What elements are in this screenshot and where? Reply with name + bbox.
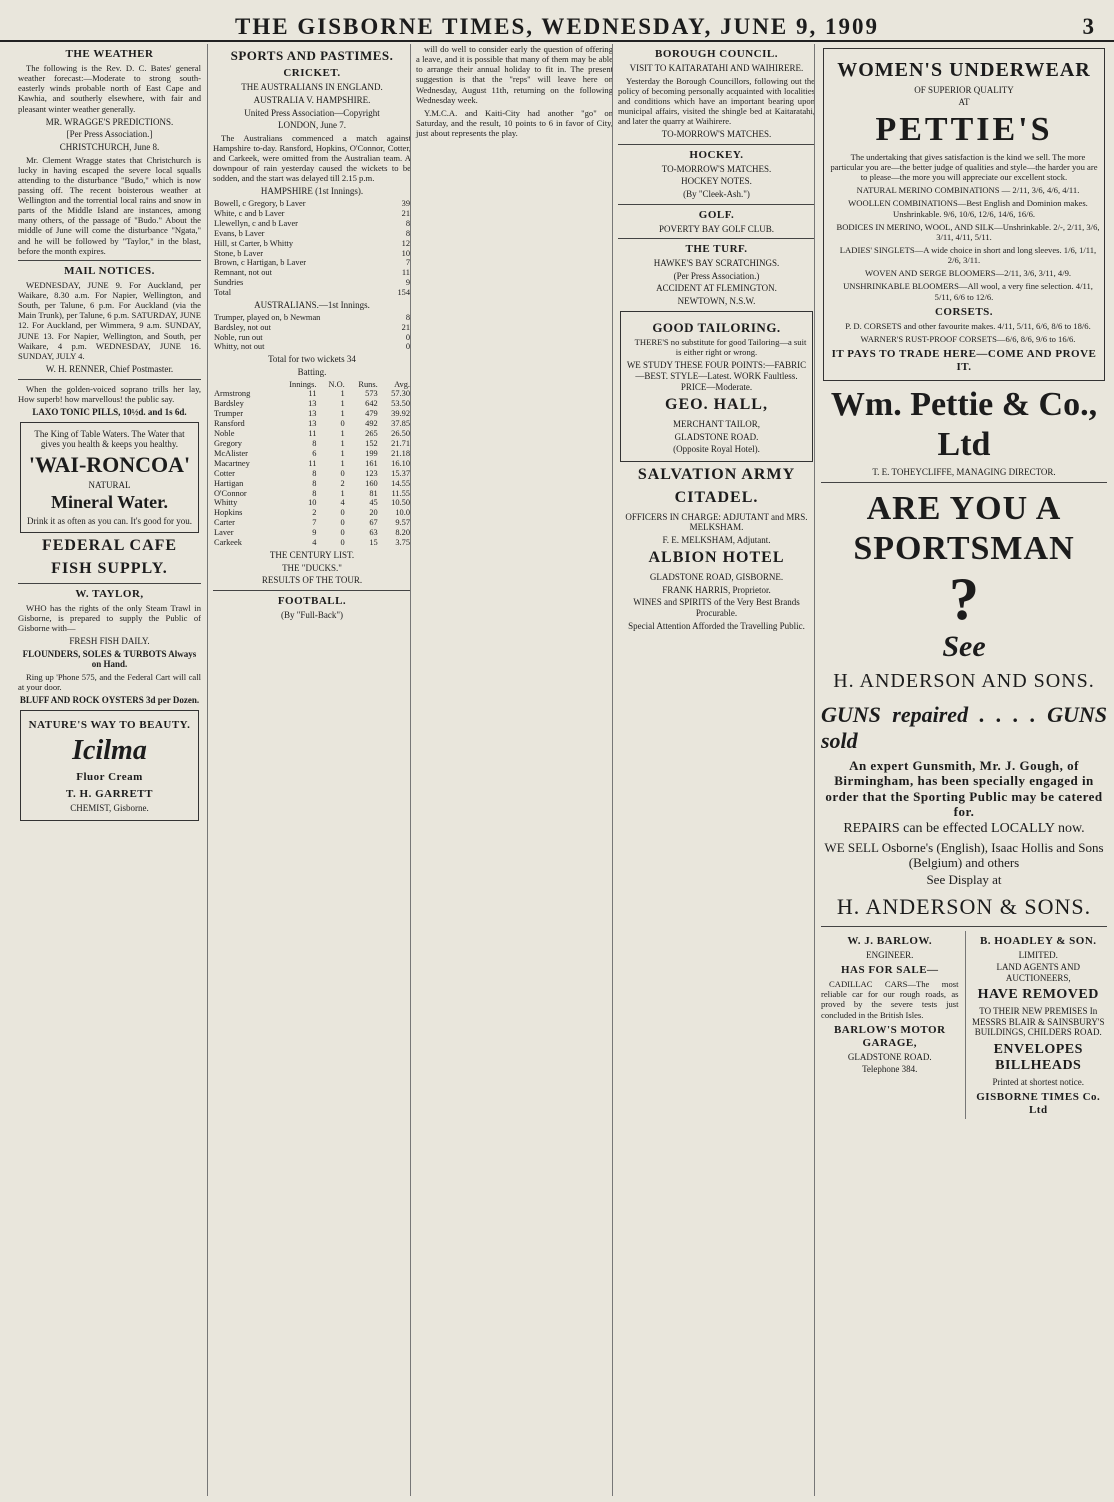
telephone: Telephone 384. <box>862 1064 918 1075</box>
guns-repaired: GUNS repaired . . . . GUNS sold <box>821 701 1107 753</box>
total-value: 154 <box>397 288 410 298</box>
hockey-heading: HOCKEY. <box>689 148 744 161</box>
cadillac: CADILLAC CARS—The most reliable car for our rough roads, as proved by the severe tests just concluded in the British Isles. <box>821 979 959 1020</box>
average-row <box>213 479 411 489</box>
drink-text: Drink it as often as you can. It's good for you. <box>26 515 193 526</box>
table-cell: 16.10 <box>391 458 410 468</box>
new-premises: TO THEIR NEW PREMISES In MESSRS BLAIR & SAINSBURY'S BUILDINGS, CHILDERS ROAD. <box>972 1005 1105 1038</box>
table-waters: The King of Table Waters. The Water that gives you health & keeps you healthy. <box>34 428 185 450</box>
table-cell: 152 <box>365 439 378 448</box>
divider <box>618 204 815 205</box>
table-cell: 0 <box>340 468 345 478</box>
ducks-heading: THE "DUCKS." <box>282 562 342 573</box>
football-byline: (By "Full-Back") <box>280 609 344 620</box>
masthead <box>0 14 1114 42</box>
table-cell: 3.75 <box>395 538 410 548</box>
fluor-cream: Fluor Cream <box>76 770 143 783</box>
table-cell: 37.85 <box>391 419 410 429</box>
table-cell: 12 <box>401 238 410 248</box>
warners: WARNER'S RUST-PROOF CORSETS—6/6, 8/6, 9/6 to 16/6. <box>860 333 1076 344</box>
table-cell: Noble, run out <box>214 332 263 342</box>
average-row <box>213 469 411 479</box>
weather-heading: THE WEATHER <box>65 48 154 60</box>
table-cell: Bardsley <box>214 399 244 409</box>
divider <box>213 590 411 591</box>
table-cell: 10.0 <box>395 508 410 518</box>
table-cell: Sundries <box>214 278 244 288</box>
tailoring-ad <box>620 311 813 462</box>
column-5 <box>814 44 1107 1496</box>
batting-averages <box>213 380 411 548</box>
bottom-ads <box>821 931 1107 1120</box>
petties-item: WOOLLEN COMBINATIONS—Best English and Dominion makes. Unshrinkable. 9/6, 10/6, 12/6, 14/6, 16/6. <box>848 198 1088 219</box>
petties-logo: PETTIE'S <box>875 110 1053 148</box>
table-cell: 1 <box>340 448 345 458</box>
petties-item: BODICES IN MERINO, WOOL, AND SILK—Unshrinkable. 2/-, 2/11, 3/6, 3/11, 4/11, 5/11. <box>836 221 1100 242</box>
hampshire-scorecard <box>213 199 411 288</box>
average-row <box>213 498 411 508</box>
printed: Printed at shortest notice. <box>992 1076 1084 1087</box>
mail-heading: MAIL NOTICES. <box>64 264 155 277</box>
table-cell: 8 <box>405 228 410 238</box>
table-cell: 265 <box>365 429 378 439</box>
table-cell: 161 <box>365 458 378 468</box>
barlow-ad <box>821 931 959 1120</box>
wragge-dateline: CHRISTCHURCH, June 8. <box>59 141 160 152</box>
table-cell: 9.57 <box>395 518 410 528</box>
petties-ad <box>823 48 1105 381</box>
albion-hotel: ALBION HOTEL <box>648 549 785 567</box>
garage-road: GLADSTONE ROAD. <box>847 1051 932 1062</box>
table-cell: 1 <box>340 389 345 399</box>
average-row <box>213 459 411 469</box>
total-label: Total <box>214 288 232 298</box>
table-cell: Whitty <box>214 498 238 508</box>
weather-text: The following is the Rev. D. C. Bates' general weather forecast:—Moderate to strong south-easterly winds probable north of East Cape and Kawhia, and southerly elsewhere, with fair and pleasant winter weather generally. <box>18 62 201 114</box>
tailoring-text: THERE'S no substitute for good Tailoring—a suit is either right or wrong. <box>634 337 807 358</box>
per-press: (Per Press Association.) <box>673 270 760 281</box>
table-cell: 0 <box>340 528 345 538</box>
table-cell: 199 <box>365 448 378 458</box>
table-cell: 0 <box>340 508 345 518</box>
australians-heading: AUSTRALIANS.—1st Innings. <box>254 300 370 311</box>
hoadley-ad <box>965 931 1108 1120</box>
table-cell: Hopkins <box>214 508 243 518</box>
match-vs: AUSTRALIA V. HAMPSHIRE. <box>253 94 371 105</box>
have-removed: HAVE REMOVED <box>977 987 1099 1003</box>
taylor-text: WHO has the rights of the only Steam Trawl in Gisborne, is prepared to supply the Public of Gisborne with— <box>18 602 201 634</box>
table-cell: 13 <box>308 399 317 409</box>
table-cell: Stone, b Laver <box>214 248 264 258</box>
poverty-bay: POVERTY BAY GOLF CLUB. <box>659 223 774 234</box>
special-attention: Special Attention Afforded the Travelling Public. <box>628 620 805 631</box>
geo-hall: GEO. HALL, <box>665 396 768 414</box>
hampshire-row <box>213 268 411 278</box>
see-display: See Display at <box>926 872 1002 888</box>
borough-heading: BOROUGH COUNCIL. <box>655 48 778 60</box>
table-cell: 21 <box>401 322 410 332</box>
table-cell: 45 <box>369 498 378 508</box>
tomorrow-heading: TO-MORROW'S MATCHES. <box>661 129 772 140</box>
table-cell: 7 <box>405 258 410 268</box>
pays-to-trade: IT PAYS TO TRADE HERE—COME AND PROVE IT. <box>831 348 1097 373</box>
table-cell: 8 <box>405 218 410 228</box>
table-cell: O'Connor <box>214 488 247 498</box>
football-text: will do well to consider early the question of offering a leave, and it is possible that many of them may be able to arrange their annual holiday to fit in. The present suggestion is that the "reps" will leave here on Wednesday, August 11th, returning on the following Wednesday week. <box>416 44 613 105</box>
table-cell: 642 <box>365 399 378 409</box>
table-cell: 1 <box>340 409 345 419</box>
wm-pettie: Wm. Pettie & Co., Ltd <box>830 385 1098 464</box>
century-heading: THE CENTURY LIST. <box>269 549 355 560</box>
table-cell: 15 <box>369 538 378 548</box>
verse: When the golden-voiced soprano trills her lay, How superb! how marvellous! the public say. <box>18 383 201 404</box>
study-points: WE STUDY THESE FOUR POINTS:—FABRIC—BEST. STYLE—Latest. WORK Faultless. PRICE—Moderate. <box>626 360 807 392</box>
average-row <box>213 528 411 538</box>
laxo-ad: LAXO TONIC PILLS, 10½d. and 1s 6d. <box>32 406 187 417</box>
table-cell: Carter <box>214 518 235 528</box>
table-cell: 11 <box>308 458 317 468</box>
hampshire-row <box>213 229 411 239</box>
table-cell: 10 <box>308 498 317 508</box>
table-cell: 11 <box>401 268 410 278</box>
albion-road: GLADSTONE ROAD, GISBORNE. <box>649 572 784 583</box>
table-cell: 9 <box>405 278 410 288</box>
average-row <box>213 508 411 518</box>
table-cell: Hill, st Carter, b Whitty <box>214 238 294 248</box>
table-cell: Cotter <box>214 468 235 478</box>
table-cell: Whitty, not out <box>214 342 265 352</box>
football-heading: FOOTBALL. <box>277 594 347 607</box>
natures-way: NATURE'S WAY TO BEAUTY. <box>28 718 191 731</box>
column-2 <box>207 44 411 1496</box>
wragge-text: Mr. Clement Wragge states that Christchurch is lucky in having escaped the severe local squalls attending to the disturbance "Budo," which is now passing off. The recent boisterous weather at Wellington and the torrential local rains and snow in parts of the Middle Island are instances, among many others, of the passage of "Budo." About the middle of June will come the disturbance "Ngata," and he will be followed by "Taylor," in the blast, before the month expires. <box>18 154 201 256</box>
average-row <box>213 389 411 399</box>
table-cell: 14.55 <box>391 478 410 488</box>
australians-row <box>213 342 411 352</box>
hoadley: B. HOADLEY & SON. <box>979 934 1097 947</box>
table-cell: Trumper, played on, b Newman <box>214 312 321 322</box>
table-cell: 26.50 <box>391 429 410 439</box>
cricket-text: The Australians commenced a match against Hampshire to-day. Ransford, Hopkins, O'Connor, Cotter, and Carkeek, were omitted from the Australian team. A downpour of rain yesterday caused the wickets to be sodden, and the start was delayed till 2.15 p.m. <box>213 132 411 184</box>
table-cell: Runs. <box>358 379 378 389</box>
hampshire-row <box>213 219 411 229</box>
table-cell: 8 <box>312 488 317 498</box>
table-cell: 1 <box>340 488 345 498</box>
table-cell: N.O. <box>328 379 345 389</box>
petties-item: NATURAL MERINO COMBINATIONS — 2/11, 3/6, 4/6, 4/11. <box>856 185 1080 196</box>
column-4 <box>612 44 815 1496</box>
managing-director: T. E. TOHEYCLIFFE, MANAGING DIRECTOR. <box>872 467 1056 478</box>
table-cell: 67 <box>369 518 378 528</box>
average-row <box>213 409 411 419</box>
hampshire-row <box>213 258 411 268</box>
natural-label: NATURAL <box>88 479 131 490</box>
table-cell: 1 <box>340 439 345 448</box>
table-cell: 6 <box>312 448 317 458</box>
table-cell: 8 <box>312 478 317 488</box>
table-cell <box>213 380 272 390</box>
table-cell: 0 <box>340 419 345 429</box>
table-cell: 21.71 <box>391 439 410 448</box>
table-cell: 0 <box>340 538 345 548</box>
table-cell: 8 <box>312 439 317 448</box>
limited: LIMITED. <box>1018 949 1058 960</box>
column-1 <box>18 44 201 1496</box>
flounders: FLOUNDERS, SOLES & TURBOTS Always on Hand. <box>22 648 197 670</box>
table-cell: 7 <box>312 518 317 528</box>
table-cell: 492 <box>365 419 378 429</box>
cricket-heading: CRICKET. <box>283 67 341 80</box>
table-cell: Trumper <box>214 409 244 419</box>
taylor-name: W. TAYLOR, <box>75 587 144 600</box>
petties-item: LADIES' SINGLETS—A wide choice in short and long sleeves. 1/6, 1/11, 2/6, 3/11. <box>839 245 1097 266</box>
postmaster: W. H. RENNER, Chief Postmaster. <box>45 364 174 374</box>
engineer: ENGINEER. <box>866 949 914 960</box>
sportsman: ARE YOU A SPORTSMAN <box>853 489 1075 567</box>
average-row <box>213 419 411 429</box>
australians-row <box>213 323 411 333</box>
salvation-army: SALVATION ARMY <box>637 465 796 483</box>
divider <box>618 144 815 145</box>
table-cell: 1 <box>340 399 345 409</box>
australians-row <box>213 313 411 323</box>
table-cell: 8 <box>312 468 317 478</box>
average-row <box>213 489 411 499</box>
table-cell: 81 <box>369 488 378 498</box>
cricket-dateline: LONDON, June 7. <box>278 120 346 131</box>
petties-item: WOVEN AND SERGE BLOOMERS—2/11, 3/6, 3/11, 4/9. <box>864 268 1072 279</box>
table-cell: 57.30 <box>391 389 410 399</box>
corset-brands: P. D. CORSETS and other favourite makes. 4/11, 5/11, 6/6, 8/6 to 18/6. <box>845 320 1091 331</box>
golf-heading: GOLF. <box>698 208 735 221</box>
average-row <box>213 399 411 409</box>
icilma-logo: Icilma <box>72 734 147 766</box>
osbornes: WE SELL Osborne's (English), Isaac Hollis and Sons (Belgium) and others <box>824 839 1104 871</box>
hockey-matches: TO-MORROW'S MATCHES. <box>661 163 772 174</box>
divider <box>821 926 1107 927</box>
gisborne-times-co: GISBORNE TIMES Co. Ltd <box>976 1091 1101 1117</box>
envelopes: ENVELOPES BILLHEADS <box>993 1041 1083 1074</box>
fish-supply: FISH SUPPLY. <box>51 560 168 577</box>
table-cell: 21.18 <box>391 448 410 458</box>
table-cell: 123 <box>365 468 378 478</box>
average-row <box>213 538 411 548</box>
petties-item: UNSHRINKABLE BLOOMERS—All wool, a very fine selection. 4/11, 5/11, 6/6 to 12/6. <box>843 281 1093 302</box>
hampshire-total <box>213 288 411 298</box>
table-cell: Macartney <box>214 458 250 468</box>
opposite-hotel: (Opposite Royal Hotel). <box>673 444 760 455</box>
column-3 <box>410 44 613 1496</box>
officers: OFFICERS IN CHARGE: ADJUTANT and MRS. MELKSHAM. <box>625 511 808 533</box>
hampshire-row <box>213 278 411 288</box>
see: See <box>942 629 986 663</box>
table-cell: Bowell, c Gregory, b Laver <box>214 199 306 209</box>
table-cell: 11 <box>308 429 317 439</box>
table-cell: 53.50 <box>391 399 410 409</box>
gunsmith: An expert Gunsmith, Mr. J. Gough, of Birmingham, has been specially engaged in order that the Sporting Public may be catered for. <box>825 757 1103 819</box>
table-cell: White, c and b Laver <box>214 208 285 218</box>
table-cell: 4 <box>312 538 317 548</box>
table-cell: 573 <box>365 389 378 399</box>
table-cell: Llewellyn, c and b Laver <box>214 218 298 228</box>
table-cell: 13 <box>308 409 317 419</box>
garrett: T. H. GARRETT <box>66 787 153 800</box>
table-cell: 1 <box>340 458 345 468</box>
petties-intro: The undertaking that gives satisfaction is the kind we sell. The more particular you are—the better judge of qualities and style—the harder you are to please—the more you will appreciate our excellent stock. <box>830 151 1098 183</box>
tailoring-heading: GOOD TAILORING. <box>652 319 781 335</box>
wragge-source: [Per Press Association.] <box>66 129 153 140</box>
table-cell: 63 <box>369 528 378 538</box>
hampshire-row <box>213 239 411 249</box>
aus-in-england: THE AUSTRALIANS IN ENGLAND. <box>241 82 383 93</box>
icilma-ad <box>20 710 199 821</box>
ring-text: Ring up 'Phone 575, and the Federal Cart will call at your door. <box>18 672 201 693</box>
table-cell: McAlister <box>214 448 248 458</box>
table-cell: Remnant, not out <box>214 268 272 278</box>
anderson-sons: H. ANDERSON AND SONS. <box>833 670 1095 693</box>
table-cell: Noble <box>214 429 235 439</box>
borough-text: Yesterday the Borough Councillors, following out the policy of becoming personally acquainted with localities and conditions which have an important bearing upon municipal affairs, visited the shingle bed at Kaitaratahi, and later the quarry at Waihirere. <box>618 75 815 127</box>
question-mark: ? <box>949 565 979 632</box>
table-cell: Evans, b Laver <box>214 228 265 238</box>
citadel: CITADEL. <box>674 488 759 506</box>
table-cell: 1 <box>340 429 345 439</box>
table-cell: 15.37 <box>391 468 410 478</box>
table-cell: 11 <box>308 389 317 399</box>
hawkes-bay: HAWKE'S BAY SCRATCHINGS. <box>653 258 780 269</box>
australians-scorecard <box>213 313 411 353</box>
table-cell: Armstrong <box>214 389 251 399</box>
table-cell: Ransford <box>214 419 245 429</box>
average-row <box>213 518 411 528</box>
hampshire-row <box>213 209 411 219</box>
barlow: W. J. BARLOW. <box>847 934 933 947</box>
table-cell: Avg. <box>394 379 410 389</box>
table-cell: 10 <box>401 248 410 258</box>
mail-text: WEDNESDAY, JUNE 9. For Auckland, per Waikare, 8.30 a.m. For Napier, Wellington, and South, per Talune, 6 p.m. For Auckland (via the Main Trunk), per Talune, 6 p.m. SATURDAY, JUNE 12. For Auckland, per Wimmera, 9 a.m. SUNDAY, JUNE 13. For Napier, Wellington, and South, per Waikare, 4 p.m. WEDNESDAY, JUNE 16. SUNDAY, JULY 4. <box>18 279 201 361</box>
table-cell: 8.20 <box>395 528 410 538</box>
visit-heading: VISIT TO KAITARATAHI AND WAIHIRERE. <box>629 62 804 73</box>
newtown: NEWTOWN, N.S.W. <box>677 296 756 307</box>
chemist: CHEMIST, Gisborne. <box>70 802 149 813</box>
average-row <box>213 439 411 449</box>
table-cell: 21 <box>401 208 410 218</box>
ymca-text: Y.M.C.A. and Kaiti-City had another "go" on Saturday, and the result, 10 points to 6 in favor of City, just about represents the play. <box>416 107 613 139</box>
table-cell: Hartigan <box>214 478 244 488</box>
table-cell: 13 <box>308 419 317 429</box>
wragge-heading: MR. WRAGGE'S PREDICTIONS. <box>45 116 174 127</box>
page-number: 3 <box>1082 14 1094 39</box>
federal-cafe: FEDERAL CAFE <box>41 537 178 555</box>
at-label: AT <box>958 97 970 108</box>
hampshire-heading: HAMPSHIRE (1st Innings). <box>260 186 364 197</box>
merchant-tailor: MERCHANT TAILOR, <box>673 418 760 429</box>
australians-row <box>213 333 411 343</box>
hockey-notes: HOCKEY NOTES. <box>681 176 752 187</box>
turf-heading: THE TURF. <box>685 243 748 256</box>
fresh-fish: FRESH FISH DAILY. <box>69 636 150 647</box>
table-cell: Brown, c Hartigan, b Laver <box>214 258 307 268</box>
table-cell: 10.50 <box>391 498 410 508</box>
divider <box>821 482 1107 483</box>
results-heading: RESULTS OF THE TOUR. <box>261 575 363 586</box>
table-cell: 8 <box>405 312 410 322</box>
upa-copyright: United Press Association—Copyright <box>244 107 380 118</box>
anderson-sons-2: H. ANDERSON & SONS. <box>836 893 1092 919</box>
table-cell: 4 <box>340 498 345 508</box>
averages-heading: Batting. <box>297 366 327 377</box>
mineral-water: Mineral Water. <box>51 492 168 513</box>
average-row <box>213 380 411 390</box>
hampshire-row <box>213 249 411 259</box>
has-for-sale: HAS FOR SALE— <box>840 964 939 977</box>
gladstone-road: GLADSTONE ROAD. <box>674 431 759 442</box>
womens-underwear: WOMEN'S UNDERWEAR <box>837 59 1091 81</box>
table-cell: 2 <box>340 478 345 488</box>
hampshire-row <box>213 199 411 209</box>
table-cell: 2 <box>312 508 317 518</box>
divider <box>618 238 815 239</box>
table-cell: Innings. <box>289 379 317 389</box>
wai-roncoa-title: 'WAI-RONCOA' <box>28 451 191 477</box>
table-cell: Gregory <box>214 439 242 448</box>
wai-roncoa-ad <box>20 422 199 534</box>
table-cell: 39.92 <box>391 409 410 419</box>
corsets-heading: CORSETS. <box>934 305 994 318</box>
table-cell: 160 <box>365 478 378 488</box>
table-cell: 39 <box>401 199 410 209</box>
petties-items <box>828 185 1100 301</box>
table-cell: 0 <box>405 332 410 342</box>
table-cell: Laver <box>214 528 234 538</box>
table-cell: Bardsley, not out <box>214 322 271 332</box>
australians-total: Total for two wickets 34 <box>268 354 356 365</box>
sports-heading: SPORTS AND PASTIMES. <box>230 48 394 63</box>
superior-quality: OF SUPERIOR QUALITY <box>914 84 1014 95</box>
divider <box>18 379 201 380</box>
wines-spirits: WINES and SPIRITS of the Very Best Brands Procurable. <box>633 597 800 619</box>
melksham: F. E. MELKSHAM, Adjutant. <box>662 534 771 545</box>
land-agents: LAND AGENTS AND AUCTIONEERS, <box>996 962 1080 983</box>
hockey-byline: (By "Cleek-Ash.") <box>683 189 750 200</box>
barlow-garage: BARLOW'S MOTOR GARAGE, <box>833 1023 946 1049</box>
table-cell: 20 <box>369 508 378 518</box>
bluff-oysters: BLUFF AND ROCK OYSTERS 3d per Dozen. <box>19 695 200 706</box>
table-cell: 479 <box>365 409 378 419</box>
masthead-title: THE GISBORNE TIMES, WEDNESDAY, JUNE 9, 1909 <box>235 14 879 39</box>
table-cell: 9 <box>312 528 317 538</box>
table-cell: Carkeek <box>214 538 242 548</box>
table-cell: 0 <box>405 342 410 352</box>
table-cell: 0 <box>340 518 345 528</box>
accident: ACCIDENT AT FLEMINGTON. <box>656 283 777 294</box>
average-row <box>213 429 411 439</box>
average-row <box>213 449 411 459</box>
divider <box>18 260 201 261</box>
frank-harris: FRANK HARRIS, Proprietor. <box>662 584 771 595</box>
table-cell: 11.55 <box>391 488 410 498</box>
divider <box>18 583 201 584</box>
repairs: REPAIRS can be effected LOCALLY now. <box>843 821 1085 837</box>
